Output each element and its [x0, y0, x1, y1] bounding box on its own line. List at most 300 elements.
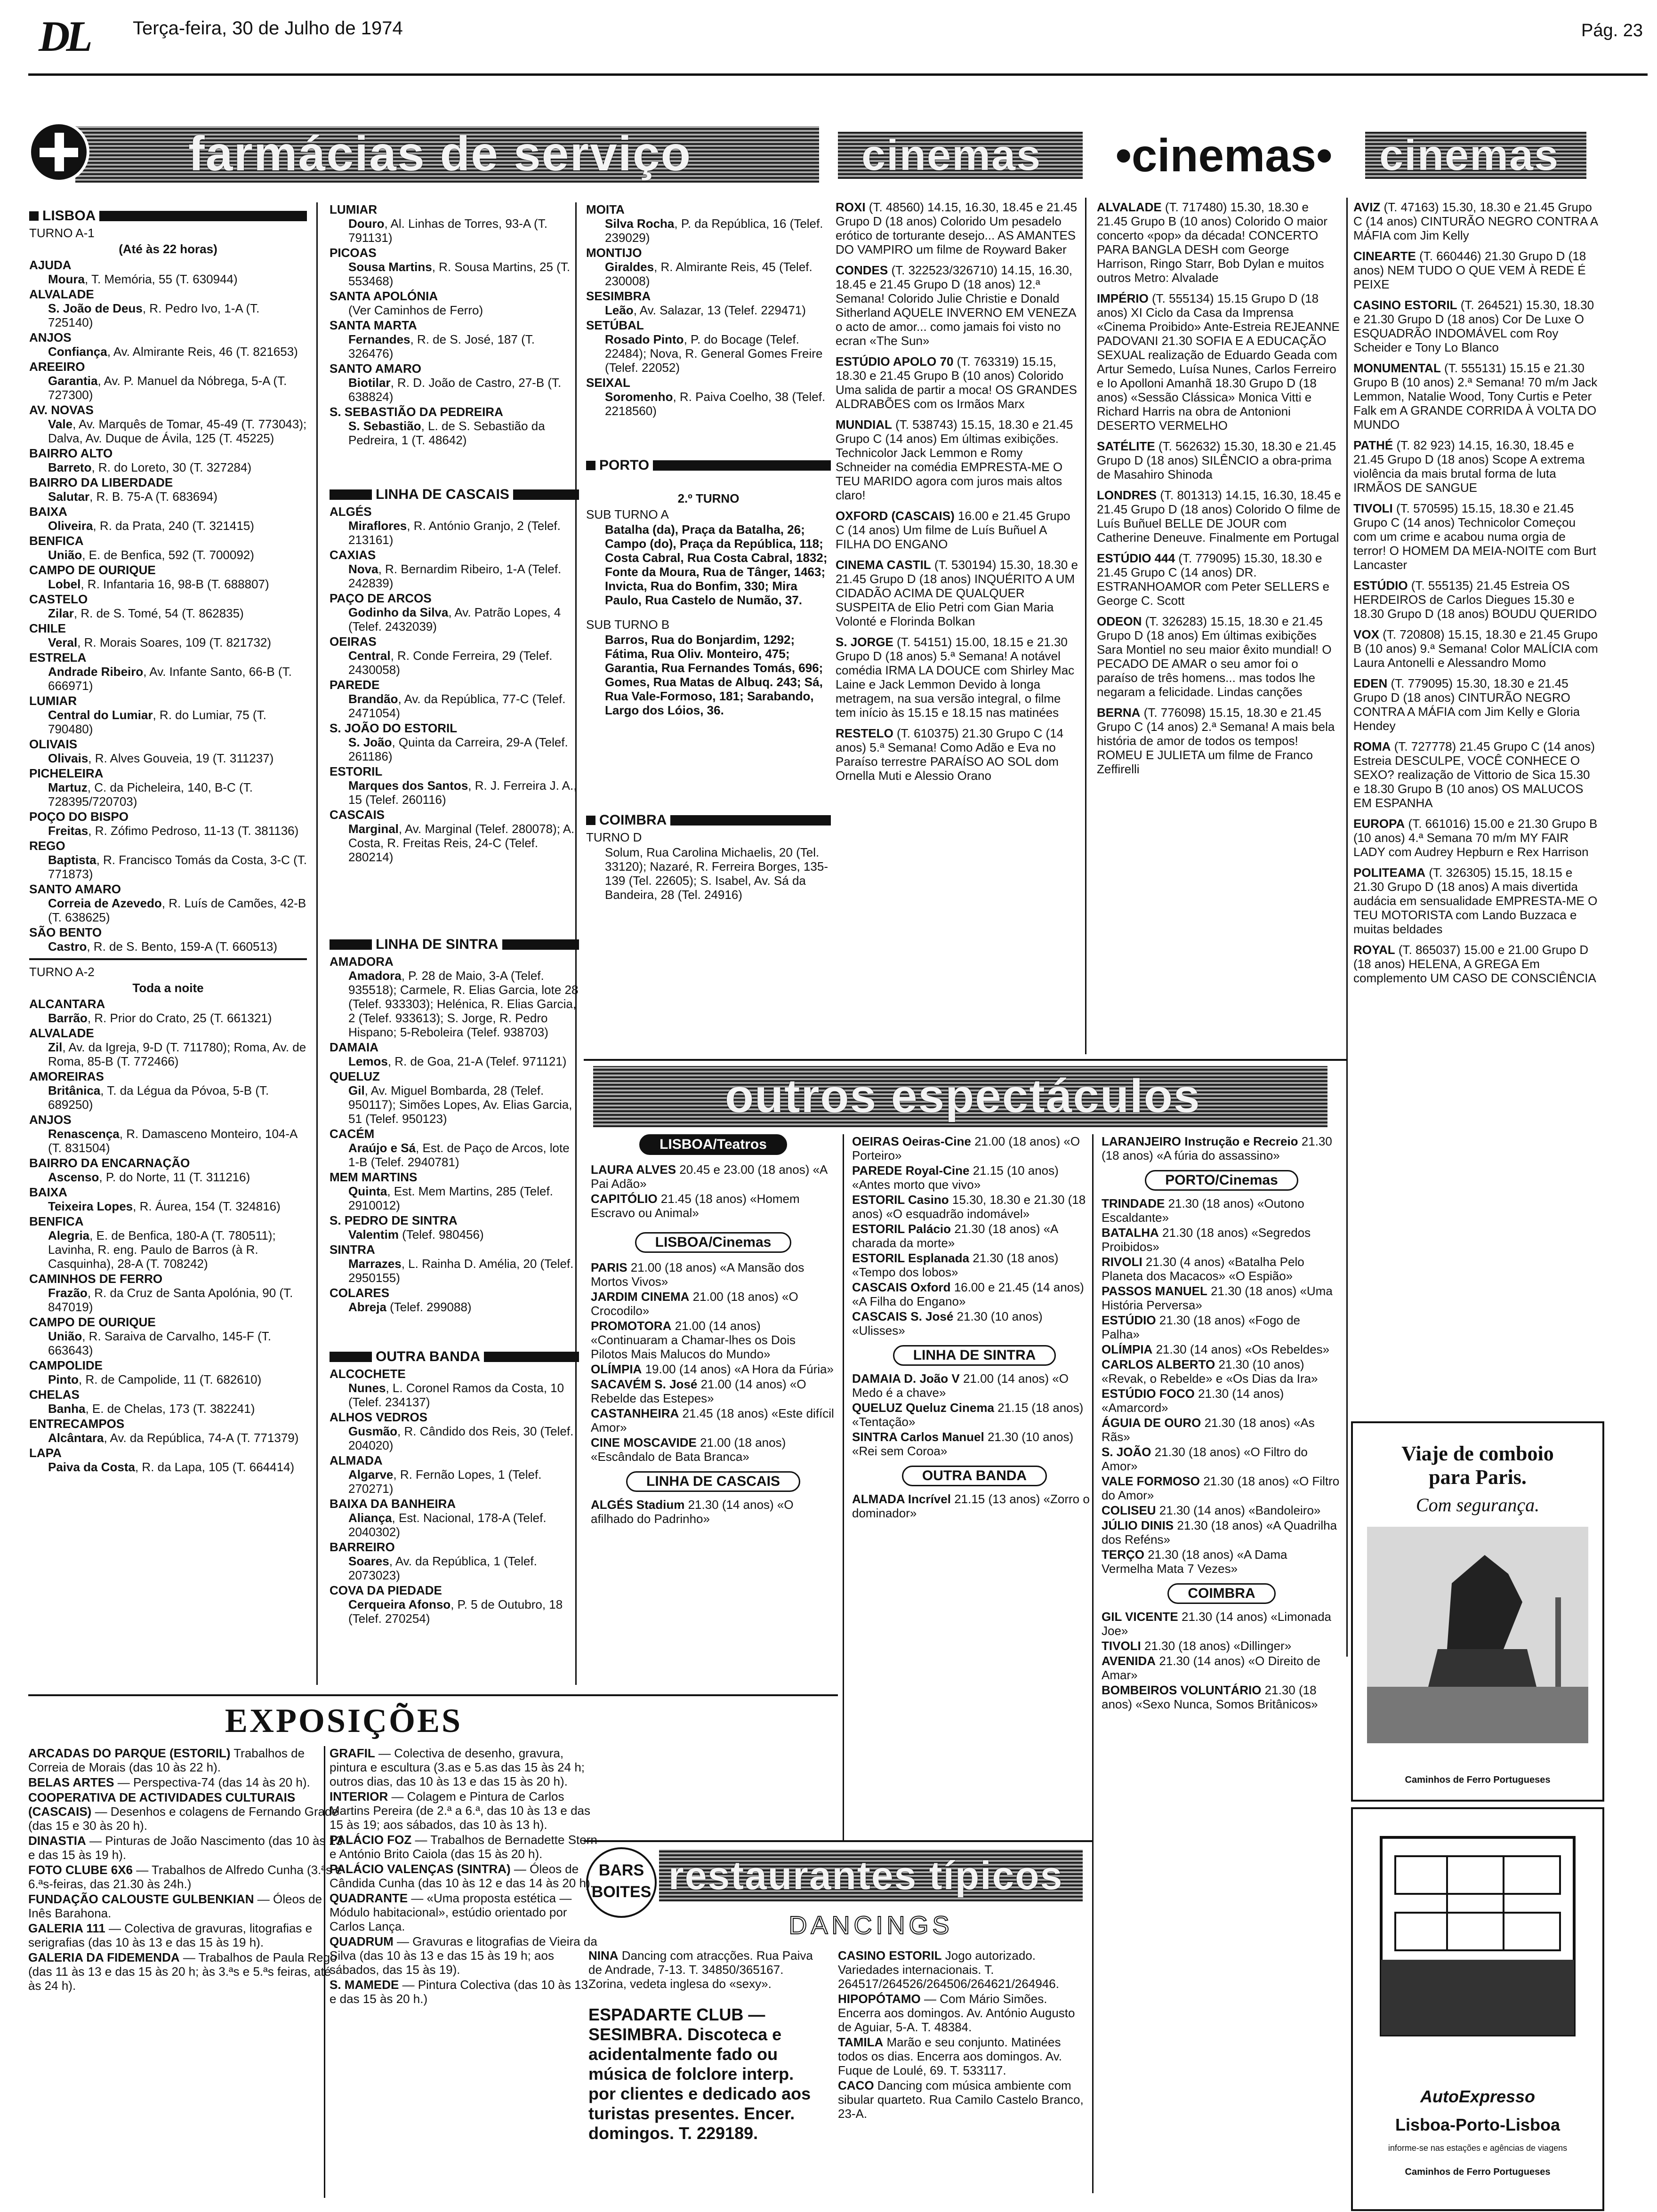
area-name: OEIRAS: [330, 634, 377, 649]
pharmacy-name: Renascença: [48, 1127, 120, 1141]
pharmacy-address: , R. Paiva Coelho, 38 (Telef. 2218560): [605, 390, 826, 418]
pharmacy-name: Garantia: [48, 374, 98, 388]
list-entry: [29, 1026, 307, 1068]
list-entry: [330, 405, 579, 447]
venue-details: 21.30 (18 anos) «Uma História Perversa»: [1102, 1284, 1333, 1312]
pharmacy-entry: [29, 1329, 307, 1357]
venue-name: FUNDAÇÃO CALOUSTE GULBENKIAN: [28, 1892, 254, 1906]
venue-details: (T. 727778) 21.45 Grupo C (14 anos) Estreia DESCULPE, VOCÊ CONHECE O SEXO? realização de Vittorio de Sica 15.30 e 18.30 Grupo B (10 anos) OS MALUCOS EM ESPANHA: [1353, 739, 1595, 810]
pharmacy-name: Teixeira Lopes: [48, 1199, 133, 1213]
venue-details: (T. 555134) 15.15 Grupo D (18 anos) XI Ciclo da Casa da Imprensa «Cinema Proibido» Ante-Estreia REJEANNE PADOVANI 21.30 SOFIA E A EDUCAÇÃO SEXUAL realização de Eduardo Geada com Artur Semedo, Luísa Nunes, Carlos Ferreiro e Io Apolloni Amanhã 18.30 Grupo D (18 anos) «Sessão Clássica» Monica Vitti e Richard Harris na obra de Antonioni DESERTO VERMELHO: [1097, 291, 1340, 433]
venue-details: Dancing com música ambiente com sibular quarteto. Rua Camilo Castelo Branco, 23-A.: [838, 2078, 1084, 2121]
area-name: CAXIAS: [330, 548, 376, 562]
venue-name: TIVOLI: [1102, 1639, 1141, 1653]
cinemas-title-left: cinemas: [861, 131, 1042, 179]
pharmacy-entry: [29, 1199, 307, 1213]
venue-details: (T. 801313) 14.15, 16.30, 18.45 e 21.45 Grupo D (18 anos) Colorido O filme de Luís Buñuel BELLE DE JOUR com Catherine Deneuve. Finalmente em Portugal: [1097, 488, 1341, 545]
area-name: CAMPO DE OURIQUE: [29, 563, 156, 577]
venue-name: PALÁCIO VALENÇAS (SINTRA): [330, 1862, 511, 1876]
list-entry: [591, 1406, 836, 1435]
list-entry: [1353, 249, 1598, 291]
list-entry: [29, 475, 307, 504]
list-entry: [28, 1834, 344, 1862]
venue-details: 21.30 (10 anos) «Revak, o Rebelde» e «Os Dias da Ira»: [1102, 1357, 1318, 1386]
pharmacy-entry: [586, 216, 831, 245]
area-name: CACÉM: [330, 1127, 375, 1141]
list-entry: [28, 1921, 344, 1949]
lisboa-pharmacy-list-1: [29, 258, 307, 954]
pharmacy-address: , R. Almirante Reis, 45 (Telef. 230008): [605, 260, 812, 288]
list-entry: [29, 563, 307, 591]
cinemas-list-2: [1097, 200, 1342, 776]
area-name: BARREIRO: [330, 1540, 395, 1554]
list-entry: [852, 1430, 1097, 1458]
pharmacy-name: Castro: [48, 939, 87, 954]
pharmacy-entry: [586, 303, 831, 317]
venue-name: ARCADAS DO PARQUE (ESTORIL): [28, 1746, 231, 1760]
pharmacy-entry: [330, 419, 579, 447]
area-name: POÇO DO BISPO: [29, 809, 129, 824]
list-entry: [591, 1162, 836, 1191]
col2-pharmacy-list: [330, 202, 579, 447]
list-entry: [29, 258, 307, 286]
area-name: CAMPOLIDE: [29, 1358, 103, 1372]
list-entry: [330, 634, 579, 677]
pharmacy-name: Central: [348, 649, 391, 663]
farmacias-column-2: [330, 202, 579, 1627]
exposicoes-title: EXPOSIÇÕES: [225, 1702, 463, 1739]
segundo-turno: 2.º TURNO: [677, 491, 740, 505]
pharmacy-address: (Telef. 980456): [398, 1227, 484, 1242]
venue-name: VALE FORMOSO: [1102, 1474, 1200, 1488]
pharmacy-entry: [330, 1054, 579, 1068]
venue-name: RIVOLI: [1102, 1255, 1142, 1269]
venue-name: COOPERATIVA DE ACTIVIDADES CULTURAIS (CASCAIS): [28, 1790, 296, 1819]
list-entry: [1102, 1518, 1342, 1547]
pharmacy-address: , R. Alves Gouveia, 19 (T. 311237): [88, 751, 274, 765]
venue-name: NINA: [588, 1948, 619, 1963]
list-entry: [1102, 1654, 1342, 1682]
pharmacy-entry: [330, 649, 579, 677]
list-entry: [29, 1417, 307, 1445]
pharmacy-entry: [29, 751, 307, 765]
list-entry: [330, 764, 579, 807]
list-entry: [29, 287, 307, 329]
venue-name: BERNA: [1097, 705, 1141, 720]
venue-details: 20.45 e 23.00 (18 anos) «A Pai Adão»: [591, 1162, 827, 1191]
venue-details: 21.30 (14 anos) «Limonada Joe»: [1102, 1610, 1332, 1638]
bars-right-list: [838, 1948, 1087, 2121]
venue-details: 21.30 (18 anos) «As Rãs»: [1102, 1416, 1315, 1444]
pharmacy-name: Algarve: [348, 1467, 394, 1482]
venue-name: ROMA: [1353, 739, 1391, 753]
venue-details: (T. 720808) 15.15, 18.30 e 21.45 Grupo B (10 anos) 9.ª Semana! Color MALÍCIA com Laura Antonelli e Alessandro Momo: [1353, 627, 1598, 670]
pharmacy-entry: [330, 1467, 579, 1496]
list-entry: [852, 1163, 1097, 1192]
pharmacy-name: Giraldes: [605, 260, 654, 274]
pharmacy-entry: [330, 216, 579, 245]
list-entry: [330, 1540, 579, 1582]
pharmacy-name: Alcântara: [48, 1431, 104, 1445]
venue-details: (T. 779095) 15.30, 18.30 e 21.45 Grupo D (18 anos) CINTURÃO NEGRO CONTRA A MÁFIA com Jim Kelly e Gloria Hendey: [1353, 676, 1580, 733]
venue-details: 21.30 (18 anos) «O Filtro do Amor»: [1102, 1474, 1340, 1502]
pharmacy-entry: [29, 1127, 307, 1155]
venue-details: — Trabalhos de Bernadette Stern e António Brito Caiola (das 15 às 20 h).: [330, 1833, 597, 1861]
pharmacy-address: , L. Rainha D. Amélia, 20 (Telef. 2950155): [348, 1257, 574, 1285]
area-name: AREEIRO: [29, 360, 85, 374]
expo-top-rule: [28, 1694, 838, 1696]
pharmacy-address: , R. do Lumiar, 75 (T. 790480): [48, 708, 266, 736]
area-name: AMOREIRAS: [29, 1069, 104, 1083]
venue-name: ESTORIL Casino: [852, 1193, 949, 1207]
pharmacy-entry: [330, 376, 579, 404]
pharmacy-name: Quinta: [348, 1184, 387, 1198]
pharmacy-address: , R. Saraiva de Carvalho, 145-F (T. 663643): [48, 1329, 271, 1357]
pharmacy-address: , E. de Benfica, 592 (T. 700092): [82, 548, 254, 562]
pharmacy-name: Rosado Pinto: [605, 332, 684, 346]
boites-label: BOITES: [591, 1883, 652, 1901]
espadarte-club: ESPADARTE CLUB — SESIMBRA. Discoteca e acidentalmente fado ou música de folclore interp. por clientes e dedicado aos turistas presentes. Encer. domingos. T. 229189.: [588, 2005, 811, 2143]
list-entry: [28, 1863, 344, 1891]
col3-pharmacy-list: [586, 202, 831, 418]
venue-details: (T. 82 923) 14.15, 16.30, 18.45 e 21.45 Grupo D (18 anos) Scope A extrema violência da mais brutal forma de luta IRMÃOS DE SANGUE: [1353, 438, 1585, 495]
coimbra-tab: COIMBRA: [1167, 1583, 1275, 1604]
sub-turno-a-list: Batalha (da), Praça da Batalha, 26; Campo (do), Praça da República, 118; Costa Cabral, Rua Costa Cabral, 1832; Fonte da Moura, Rua de Tânger, 1463; Invicta, Rua do Bonfim, 330; Mira Paulo, Rua Castelo de Numão, 37.: [605, 522, 828, 607]
list-entry: [1102, 1226, 1342, 1254]
venue-details: 19.00 (14 anos) «A Hora da Fúria»: [642, 1362, 834, 1376]
area-name: MOITA: [586, 202, 625, 216]
list-entry: [29, 1272, 307, 1314]
venue-name: MONUMENTAL: [1353, 361, 1441, 375]
venue-name: IMPÉRIO: [1097, 291, 1149, 305]
pharmacy-entry: [330, 519, 579, 547]
pharmacy-name: Fernandes: [348, 332, 410, 346]
pharmacy-address: , R. Fernão Lopes, 1 (Telef. 270271): [348, 1467, 542, 1496]
area-name: MONTIJO: [586, 246, 642, 260]
venue-details: — Perspectiva-74 (das 14 às 20 h).: [114, 1775, 310, 1789]
list-entry: [838, 2035, 1087, 2077]
venue-name: GRAFIL: [330, 1746, 375, 1760]
venue-name: PROMOTORA: [591, 1319, 672, 1333]
list-entry: [330, 1978, 598, 2006]
pharmacy-entry: [330, 822, 579, 864]
pharmacy-entry: [330, 1554, 579, 1582]
area-name: PAÇO DE ARCOS: [330, 591, 432, 605]
list-entry: [1102, 1357, 1342, 1386]
venue-name: TAMILA: [838, 2035, 884, 2049]
venue-name: CARLOS ALBERTO: [1102, 1357, 1215, 1371]
column-rule: [316, 202, 318, 1685]
list-entry: [1353, 438, 1598, 495]
venue-name: S. JORGE: [836, 635, 893, 649]
pharmacy-entry: [330, 969, 579, 1039]
pharmacy-name: Soromenho: [605, 390, 673, 404]
pharmacy-entry: [29, 1460, 307, 1474]
venue-name: EDEN: [1353, 676, 1388, 690]
pharmacy-entry: [29, 1011, 307, 1025]
venue-details: 21.30 (18 anos) «Segredos Proibidos»: [1102, 1226, 1311, 1254]
bus-train-photo: [1362, 1819, 1593, 2073]
venue-name: BELAS ARTES: [28, 1775, 114, 1789]
pharmacy-name: S. João de Deus: [48, 301, 143, 315]
area-name: BAIRRO ALTO: [29, 446, 113, 460]
bars-right: [838, 1948, 1087, 2122]
linha-cascais-heading: LINHA DE CASCAIS: [330, 488, 579, 502]
pharmacy-name: Andrade Ribeiro: [48, 665, 144, 679]
outra-banda-tab: OUTRA BANDA: [902, 1466, 1047, 1486]
pharmacy-address: , P. do Bocage (Telef. 22484); Nova, R. General Gomes Freire (Telef. 22052): [605, 332, 823, 375]
list-entry: [836, 200, 1080, 256]
venue-name: SATÉLITE: [1097, 439, 1155, 453]
bars-boites-badge: [586, 1847, 657, 1918]
pharmacy-entry: [330, 1381, 579, 1409]
ad-info: informe-se nas estações e agências de viagens: [1388, 2143, 1568, 2153]
pharmacy-name: Godinho da Silva: [348, 605, 449, 619]
venue-details: 21.30 (10 anos) «Ulisses»: [852, 1309, 1043, 1338]
area-name: BAIRRO DA ENCARNAÇÃO: [29, 1156, 190, 1170]
area-name: ENTRECAMPOS: [29, 1417, 125, 1431]
venue-details: (T. 322523/326710) 14.15, 16.30, 18.45 e 21.45 Grupo D (18 anos) 12.ª Semana! Colorido Julie Christie e Donald Sitherland AQUELE INVERNO EM VENEZA o acto de amor... como jamais foi visto no ecran «The Sun»: [836, 263, 1076, 348]
list-entry: [836, 558, 1080, 628]
list-entry: [586, 376, 831, 418]
venue-details: (T. 717480) 15.30, 18.30 e 21.45 Grupo B (10 anos) Colorido O maior concerto «pop» da década! CONCERTO PARA BANGLA DESH com George Harrison, Ringo Starr, Bob Dylan e muitos outros Metro: Alvalade: [1097, 200, 1327, 285]
list-entry: [29, 1358, 307, 1387]
pharmacy-entry: [330, 1300, 579, 1314]
list-entry: [330, 548, 579, 590]
pharmacy-name: Nunes: [348, 1381, 386, 1395]
list-entry: [330, 678, 579, 720]
list-entry: [588, 1948, 824, 1991]
list-entry: [836, 263, 1080, 348]
comboio-paris-ad[interactable]: [1351, 1421, 1604, 1802]
pharmacy-address: , R. J. Ferreira J. A., 15 (Telef. 260116): [348, 778, 577, 807]
venue-name: COLISEU: [1102, 1503, 1156, 1517]
turno-d: TURNO D: [586, 830, 642, 844]
lisboa-teatros-tab: LISBOA/Teatros: [639, 1134, 787, 1155]
venue-name: BOMBEIROS VOLUNTÁRIO: [1102, 1683, 1262, 1697]
list-entry: [29, 505, 307, 533]
list-entry: [29, 694, 307, 736]
venue-name: RESTELO: [836, 726, 893, 740]
list-entry: [838, 1948, 1087, 1991]
autoexpresso-ad[interactable]: [1351, 1807, 1604, 2211]
pharmacy-address: , R. de S. Bento, 159-A (T. 660513): [87, 939, 278, 954]
pharmacy-address: , R. Bernardim Ribeiro, 1-A (Telef. 242839): [348, 562, 562, 590]
pharmacy-name: Soares: [348, 1554, 389, 1568]
area-name: AV. NOVAS: [29, 403, 94, 417]
venue-details: 21.30 (18 anos) «Fogo de Palha»: [1102, 1313, 1301, 1341]
venue-details: 21.30 (14 anos) «Os Rebeldes»: [1152, 1342, 1330, 1356]
venue-details: 21.30 (18 anos) «Tempo dos lobos»: [852, 1251, 1059, 1279]
pharmacy-entry: [29, 665, 307, 693]
venue-details: — Óleos de Cândida Cunha (das 10 às 12 e das 14 às 20 h).: [330, 1862, 594, 1890]
pharmacy-name: Central do Lumiar: [48, 708, 153, 722]
venue-details: (T. 555131) 15.15 e 21.30 Grupo B (10 anos) 2.ª Semana! 70 m/m Jack Lemmon, Natalie Wood, Tony Curtis e Peter Falk em A GRANDE CORRIDA À VOLTA DO MUNDO: [1353, 361, 1598, 432]
area-name: BENFICA: [29, 1214, 84, 1228]
pharmacy-address: , Av. Infante Santo, 66-B (T. 666971): [48, 665, 292, 693]
pharmacy-address: , R. D. João de Castro, 27-B (T. 638824): [348, 376, 562, 404]
list-entry: [29, 925, 307, 954]
ad-headline-1: Viaje de comboio: [1401, 1442, 1554, 1465]
masthead-rule: [28, 73, 1648, 76]
pharmacy-name: Pinto: [48, 1372, 79, 1387]
outros-cinemas-list: [591, 1260, 836, 1464]
list-entry: [1102, 1284, 1342, 1312]
venue-details: 21.30 (18 anos) «A Dama Vermelha Mata 7 Vezes»: [1102, 1547, 1287, 1576]
venue-details: — Com Mário Simões. Encerra aos domingos. Av. António Augusto de Aguiar, 5-A. T. 48384.: [838, 1992, 1075, 2034]
pharmacy-name: Frazão: [48, 1286, 88, 1300]
venue-name: JARDIM CINEMA: [591, 1290, 690, 1304]
list-entry: [586, 246, 831, 288]
pharmacy-address: , R. Infantaria 16, 98-B (T. 688807): [80, 577, 269, 591]
pharmacy-name: União: [48, 1329, 82, 1343]
list-entry: [29, 1387, 307, 1416]
area-name: ESTRELA: [29, 650, 87, 665]
area-name: BAIXA: [29, 1185, 67, 1199]
venue-details: 21.15 (10 anos) «Antes morto que vivo»: [852, 1163, 1059, 1192]
venue-name: QUADRUM: [330, 1934, 394, 1948]
list-entry: [330, 1242, 579, 1285]
pharmacy-name: Salutar: [48, 489, 90, 504]
pharmacy-cross-icon: [28, 121, 89, 183]
pharmacy-address: , E. de Chelas, 173 (T. 382241): [85, 1402, 255, 1416]
pharmacy-address: , R. Conde Ferreira, 29 (Telef. 2430058): [348, 649, 553, 677]
venue-name: ROYAL: [1353, 943, 1395, 957]
area-name: SANTO AMARO: [330, 361, 421, 376]
farmacias-column-3: [586, 202, 831, 902]
area-name: S. JOÃO DO ESTORIL: [330, 721, 458, 735]
pharmacy-name: Lemos: [348, 1054, 388, 1068]
pharmacy-entry: [330, 1184, 579, 1212]
page-number: Pág. 23: [1581, 21, 1643, 40]
venue-name: LARANJEIRO Instrução e Recreio: [1102, 1134, 1298, 1148]
venue-name: CASINO ESTORIL: [838, 1948, 942, 1963]
pharmacy-address: , R. da Cruz de Santa Apolónia, 90 (T. 847019): [48, 1286, 293, 1314]
venue-details: (T. 47163) 15.30, 18.30 e 21.45 Grupo C (14 anos) CINTURÃO NEGRO CONTRA A MÁFIA com Jim Kelly: [1353, 200, 1598, 242]
venue-name: S. MAMEDE: [330, 1978, 399, 1992]
pharmacy-name: Britânica: [48, 1083, 101, 1098]
list-entry: [29, 621, 307, 649]
pharmacy-entry: [29, 1228, 307, 1271]
list-entry: [330, 1789, 598, 1832]
pharmacy-entry: [330, 1597, 579, 1626]
pharmacy-address: , L. Coronel Ramos da Costa, 10 (Telef. 234137): [348, 1381, 564, 1409]
pharmacy-entry: [330, 692, 579, 720]
cinemas-column-3: [1353, 200, 1598, 992]
outros-column-1: [591, 1134, 836, 1527]
list-entry: [1097, 291, 1342, 433]
pharmacy-address: , Av. da República, 1 (Telef. 2073023): [348, 1554, 537, 1582]
outros-coimbra-list: [1102, 1610, 1342, 1711]
pharmacy-address: , Est. de Paço de Arcos, lote 1-B (Telef. 2940781): [348, 1141, 570, 1169]
exposicoes-left: [28, 1746, 344, 1994]
venue-details: 21.30 (18 anos) «Dillinger»: [1141, 1639, 1292, 1653]
pharmacy-address: , R. do Loreto, 30 (T. 327284): [91, 460, 252, 474]
venue-details: — «Uma proposta estética — Módulo habitacional», estúdio orientado por Carlos Lança.: [330, 1891, 572, 1933]
venue-details: — Trabalhos de Paula Rego (das 11 às 13 e das 15 às 20 h; às 3.ªs e 5.ªs feiras, até às 24 h).: [28, 1950, 337, 1993]
list-entry: [838, 1992, 1087, 2034]
list-entry: [29, 1069, 307, 1112]
venue-details: 21.30 (18 anos) «O Filtro do Amor»: [1102, 1445, 1308, 1473]
pharmacy-address: , R. Luís de Camões, 42-B (T. 638625): [48, 896, 306, 924]
area-name: COLARES: [330, 1286, 390, 1300]
venue-details: 21.00 (18 anos) «A Mansão dos Mortos Vivos»: [591, 1260, 804, 1289]
list-entry: [330, 1891, 598, 1933]
venue-details: (T. 865037) 15.00 e 21.00 Grupo D (18 anos) HELENA, A GREGA Em complemento UM CASO DE CONSCIÊNCIA: [1353, 943, 1596, 985]
column-rule: [843, 1134, 844, 1840]
pharmacy-address: , Av. Salazar, 13 (Telef. 229471): [633, 303, 806, 317]
pharmacy-entry: [586, 332, 831, 375]
venue-name: ALGÉS Stadium: [591, 1498, 685, 1512]
area-name: ALCANTARA: [29, 997, 105, 1011]
pharmacy-entry: [330, 1227, 579, 1242]
area-name: BAIRRO DA LIBERDADE: [29, 475, 173, 489]
venue-name: CASINO ESTORIL: [1353, 298, 1457, 312]
list-entry: [836, 726, 1080, 783]
list-entry: [330, 1497, 579, 1539]
list-entry: [1353, 578, 1598, 621]
area-name: CAMINHOS DE FERRO: [29, 1272, 163, 1286]
venue-details: (T. 530194) 15.30, 18.30 e 21.45 Grupo D (18 anos) INQUÉRITO A UM CIDADÃO ACIMA DE QUALQUER SUSPEITA de Elio Petri com Gian Maria Volonté e Florinda Bolkan: [836, 558, 1078, 628]
venue-name: ÁGUIA DE OURO: [1102, 1416, 1201, 1430]
pharmacy-name: Araújo e Sá: [348, 1141, 416, 1155]
pharmacy-address: , P. do Norte, 11 (T. 311216): [99, 1170, 250, 1184]
pharmacy-name: Barrão: [48, 1011, 88, 1025]
venue-name: CAPITÓLIO: [591, 1192, 658, 1206]
venue-name: CINEMA CASTIL: [836, 558, 931, 572]
pharmacy-address: , R. da Lapa, 105 (T. 664414): [135, 1460, 295, 1474]
pharmacy-name: Gusmão: [348, 1424, 398, 1438]
pharmacy-entry: [29, 1431, 307, 1445]
list-entry: [852, 1371, 1097, 1400]
list-entry: [1102, 1313, 1342, 1341]
list-entry: [1353, 817, 1598, 859]
area-name: ALMADA: [330, 1453, 383, 1467]
pharmacy-address: , Av. Marginal (Telef. 280078); A. Costa, R. Freitas Reis, 24-C (Telef. 280214): [348, 822, 575, 864]
venue-details: — Desenhos e colagens de Fernando Grade (das 15 e 30 às 20 h).: [28, 1804, 339, 1833]
venue-name: MUNDIAL: [836, 417, 892, 432]
area-name: ALVALADE: [29, 287, 94, 301]
list-entry: [330, 808, 579, 864]
venue-details: 21.00 (14 anos) «Continuaram a Chamar-lhes os Dois Pilotos Mais Malucos do Mundo»: [591, 1319, 796, 1361]
pharmacy-address: , T. Memória, 55 (T. 630944): [85, 272, 238, 286]
list-entry: [330, 591, 579, 633]
venue-details: 21.00 (18 anos) «O Crocodilo»: [591, 1290, 798, 1318]
list-entry: [1097, 705, 1342, 776]
venue-details: (T. 562632) 15.30, 18.30 e 21.45 Grupo D (18 anos) SILÊNCIO a obra-prima de Masahiro Shinoda: [1097, 439, 1336, 481]
area-name: AMADORA: [330, 954, 394, 969]
pharmacy-address: , Av. P. Manuel da Nóbrega, 5-A (T. 727300): [48, 374, 287, 402]
area-name: ALHOS VEDROS: [330, 1410, 428, 1424]
venue-details: (T. 570595) 15.15, 18.30 e 21.45 Grupo C (14 anos) Technicolor Começou com um crime e acabou numa orgia de terror! O HOMEM DA MEIA-NOITE com Burt Lancaster: [1353, 501, 1596, 572]
pharmacy-entry: [330, 260, 579, 288]
area-name: ALGÉS: [330, 505, 372, 519]
venue-details: (T. 326283) 15.15, 18.30 e 21.45 Grupo D (18 anos) Em últimas exibições Sara Montiel no seu maior êxito mundial! O PECADO DE AMAR o seu amor foi o paraíso de três homens... mas todos lhe negaram a felicidade. Lindas canções: [1097, 614, 1332, 699]
pharmacy-name: Freitas: [48, 824, 88, 838]
outros-sintra-list: [852, 1371, 1097, 1458]
venue-name: GALERIA 111: [28, 1921, 105, 1935]
pharmacy-address: , R. de S. Tomé, 54 (T. 862835): [73, 606, 244, 620]
list-entry: [1102, 1196, 1342, 1225]
pharmacy-entry: [29, 1372, 307, 1387]
venue-details: (T. 48560) 14.15, 16.30, 18.45 e 21.45 Grupo D (18 anos) Colorido Um pesadelo erótico de torturante desejo... AS AMANTES DO VAMPIRO um filme de Royward Baker: [836, 200, 1078, 256]
pharmacy-entry: [330, 1424, 579, 1452]
pharmacy-address: , R. Francisco Tomás da Costa, 3-C (T. 771873): [48, 853, 307, 881]
list-entry: [330, 1453, 579, 1496]
venue-name: AVENIDA: [1102, 1654, 1156, 1668]
list-entry: [330, 1213, 579, 1242]
issue-date: Terça-feira, 30 de Julho de 1974: [133, 18, 403, 39]
